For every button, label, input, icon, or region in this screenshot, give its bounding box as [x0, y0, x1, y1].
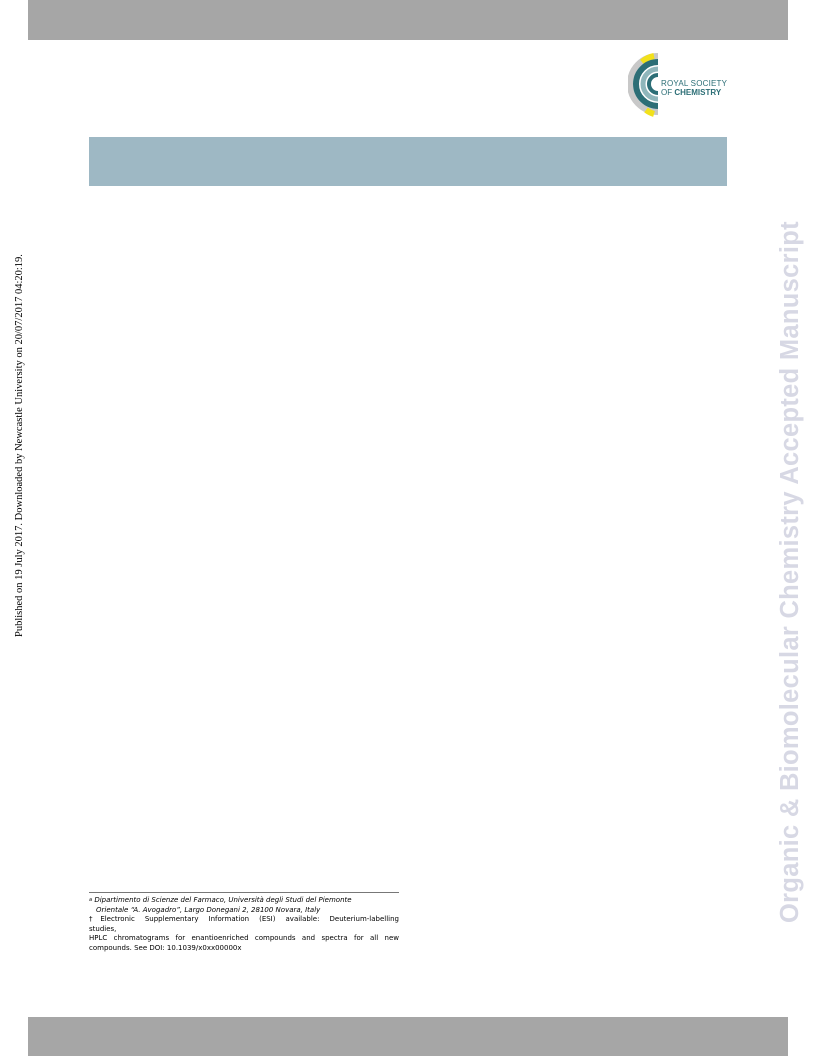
affiliation-line-2: Orientale “A. Avogadro”, Largo Donegani 2, 28100 Novara, Italy [96, 905, 321, 914]
rsc-logo [628, 50, 732, 120]
top-bar [28, 0, 788, 40]
esi-line-3: HPLC chromatograms for enantioenriched compounds and spectra for all new [89, 934, 399, 942]
esi-line-4: compounds. See DOI: 10.1039/x0xx00000x [89, 943, 242, 952]
logo-chemistry: CHEMISTRY [674, 88, 722, 97]
logo-text [661, 79, 727, 97]
affiliation-line-1: Dipartimento di Scienze del Farmaco, Università degli Studi del Piemonte [94, 896, 352, 904]
accepted-manuscript-watermark: Organic & Biomolecular Chemistry Accepted Manuscript [776, 221, 804, 923]
logo-line-royal-society: ROYAL SOCIETY [661, 79, 728, 88]
title-banner [89, 137, 727, 186]
logo-line-of-chemistry [661, 88, 727, 97]
esi-line-2: studies, [89, 924, 117, 933]
footnote-rule [89, 892, 399, 893]
footnotes [89, 896, 399, 953]
esi-line-1: †Electronic Supplementary Information (ESI) available: Deuterium-labelling [89, 915, 399, 923]
affiliation-mark: a [89, 897, 93, 903]
publication-stamp: Published on 19 July 2017. Downloaded by Newcastle University on 20/07/2017 04:20:19. [14, 254, 25, 637]
logo-of: OF [661, 88, 675, 97]
affiliation-footnote [89, 896, 399, 915]
bottom-bar [28, 1017, 788, 1056]
